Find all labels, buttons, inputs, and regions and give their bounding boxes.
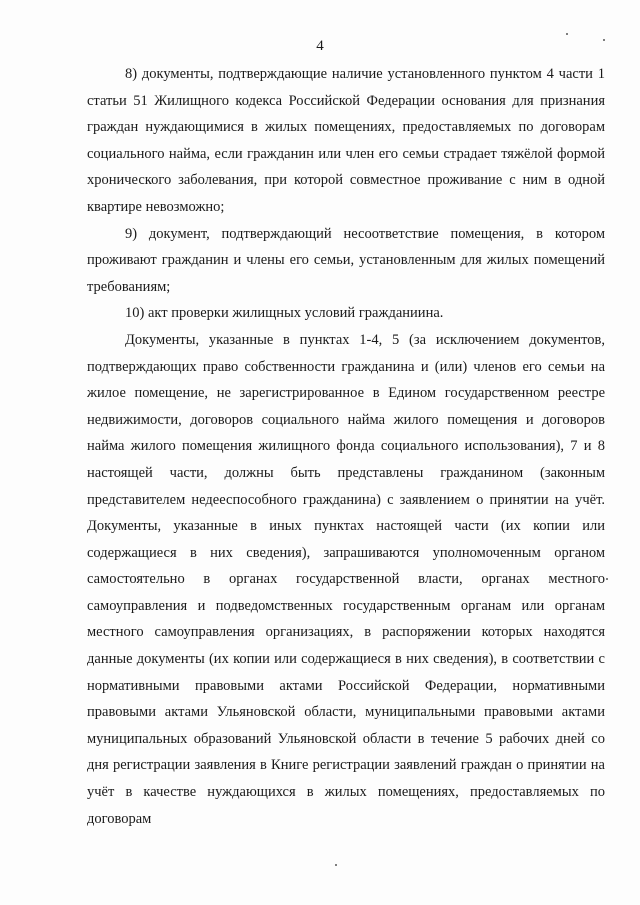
document-body	[87, 61, 605, 832]
paragraph-item-10: 10) акт проверки жилищных условий гражданиина.	[125, 305, 444, 322]
scan-artifact	[606, 578, 608, 580]
page-number: 4	[316, 38, 324, 54]
scan-artifact	[566, 33, 568, 35]
scan-artifact	[335, 864, 337, 866]
paragraph-item-8: 8) документы, подтверждающие наличие установленного пунктом 4 части 1 статьи 51 Жилищного кодекса Российской Федерации основания для признания граждан нуждающимися в жилых помещениях, предоставляемых по договорам социального найма, если гражданин или член его семьи страдает тяжёлой формой хронического заболевания, при которой совместное проживание с ним в одной квартире невозможно;	[87, 66, 605, 215]
paragraph-item-9: 9) документ, подтверждающий несоответствие помещения, в котором проживают гражданин и члены его семьи, установленным для жилых помещений требованиям;	[87, 225, 605, 295]
paragraph-documents-note: Документы, указанные в пунктах 1-4, 5 (за исключением документов, подтверждающих право собственности гражданина и (или) членов его семьи на жилое помещение, не зарегистрированное в Едином государственном реестре недвижимости, договоров социального найма жилого помещения и договоров найма жилого помещения жилищного фонда социального использования), 7 и 8 настоящей части, должны быть представлены гражданином (законным представителем недееспособного гражданина) с заявлением о принятии на учёт. Документы, указанные в иных пунктах настоящей части (их копии или содержащиеся в них сведения), запрашиваются уполномоченным органом самостоятельно в органах государственной власти, органах местного самоуправления и подведомственных государственным органам или органам местного самоуправления организациях, в распоряжении которых находятся данные документы (их копии или содержащиеся в них сведения), в соответствии с нормативными правовыми актами Российской Федерации, нормативными правовыми актами Ульяновской области, муниципальными правовыми актами муниципальных образований Ульяновской области в течение 5 рабочих дней со дня регистрации заявления в Книге регистрации заявлений граждан о принятии на учёт в качестве нуждающихся в жилых помещениях, предоставляемых по договорам	[87, 331, 605, 827]
